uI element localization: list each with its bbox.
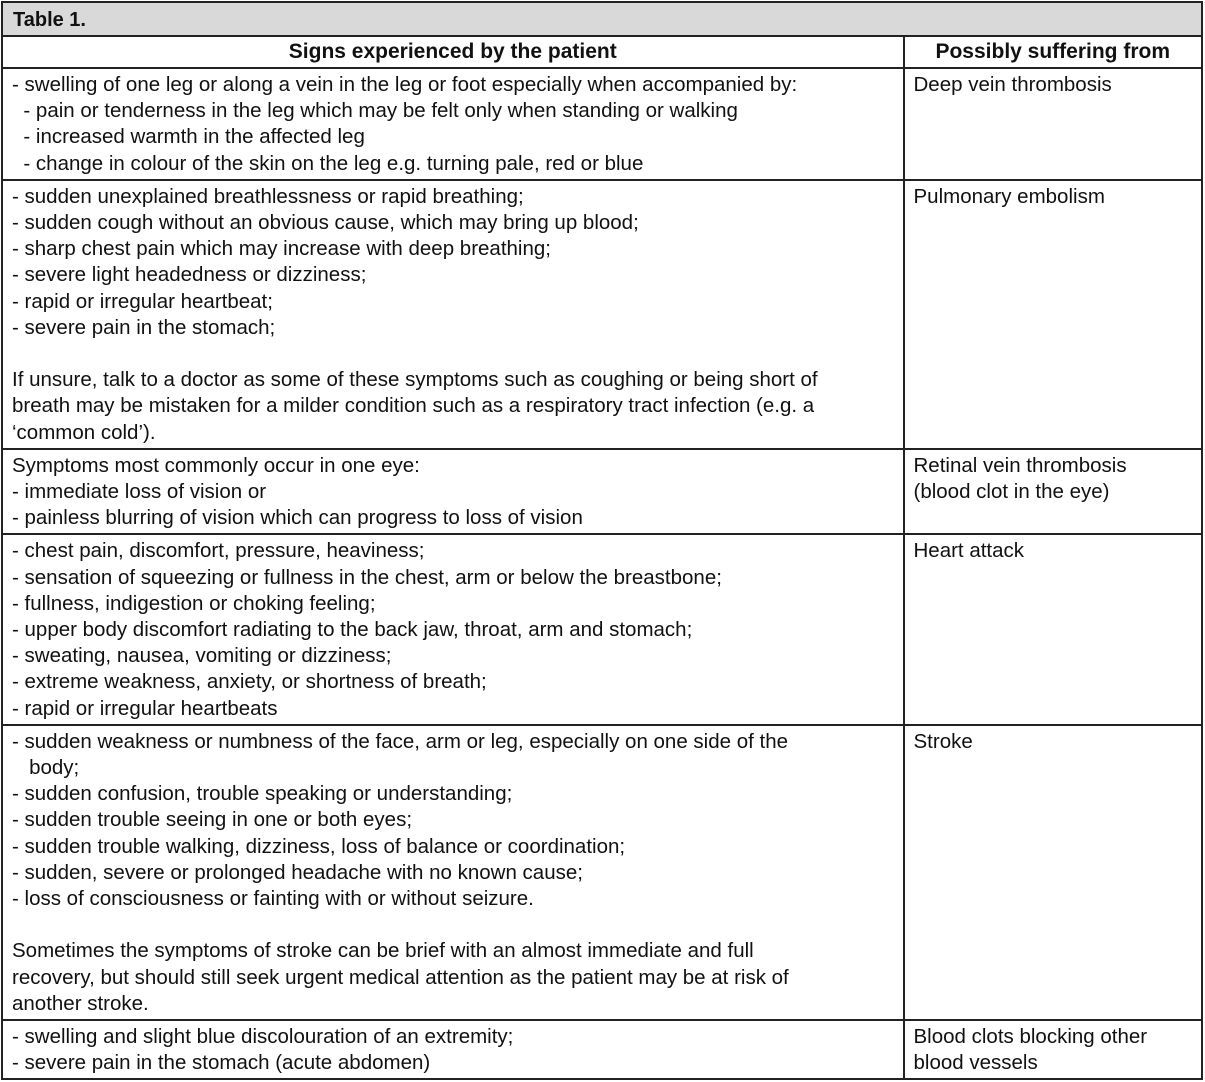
header-condition: Possibly suffering from [904, 36, 1203, 68]
sign-line: - severe pain in the stomach; [12, 315, 276, 339]
sign-line: body; [12, 756, 80, 780]
sign-line: - sudden trouble walking, dizziness, loss of balance or coordination; [12, 834, 626, 858]
condition-line: Pulmonary embolism [913, 184, 1105, 208]
note-line: another stroke. [12, 991, 149, 1015]
note-line: recovery, but should still seek urgent medical attention as the patient may be at risk of [12, 965, 789, 989]
sign-line: - loss of consciousness or fainting with or without seizure. [12, 887, 534, 911]
sign-line: - sweating, nausea, vomiting or dizziness; [12, 644, 392, 668]
sign-line: - sudden cough without an obvious cause, which may bring up blood; [12, 211, 639, 235]
note-line: If unsure, talk to a doctor as some of these symptoms such as coughing or being short of [12, 368, 818, 392]
signs-cell [2, 449, 904, 535]
sign-line: - sudden, severe or prolonged headache with no known cause; [12, 860, 583, 884]
blank-line [12, 912, 895, 938]
signs-cell [2, 1020, 904, 1079]
header-row [2, 36, 1202, 68]
condition-cell [904, 180, 1203, 449]
sign-line: - pain or tenderness in the leg which may be felt only when standing or walking [12, 99, 738, 123]
sign-line: Symptoms most commonly occur in one eye: [12, 453, 420, 477]
condition-cell [904, 1020, 1203, 1079]
sign-line: - extreme weakness, anxiety, or shortness of breath; [12, 670, 487, 694]
table-row [2, 725, 1202, 1020]
note-line: Sometimes the symptoms of stroke can be brief with an almost immediate and full [12, 939, 754, 963]
sign-line: - upper body discomfort radiating to the back jaw, throat, arm and stomach; [12, 618, 693, 642]
sign-line: - increased warmth in the affected leg [12, 125, 365, 149]
sign-line: - sudden confusion, trouble speaking or understanding; [12, 782, 513, 806]
signs-cell [2, 180, 904, 449]
sign-line: - change in colour of the skin on the leg e.g. turning pale, red or blue [12, 151, 644, 175]
sign-line: - painless blurring of vision which can progress to loss of vision [12, 506, 583, 530]
condition-cell [904, 449, 1203, 535]
sign-line: - severe pain in the stomach (acute abdomen) [12, 1051, 431, 1075]
table-row [2, 1020, 1202, 1079]
sign-line: - sudden trouble seeing in one or both eyes; [12, 808, 413, 832]
sign-line: - immediate loss of vision or [12, 480, 267, 504]
signs-cell [2, 725, 904, 1020]
condition-cell [904, 534, 1203, 724]
sign-line: - sensation of squeezing or fullness in the chest, arm or below the breastbone; [12, 565, 722, 589]
sign-line: - rapid or irregular heartbeats [12, 696, 278, 720]
note-line: ‘common cold’). [12, 420, 156, 444]
sign-line: - swelling and slight blue discolouration of an extremity; [12, 1025, 514, 1049]
table-row [2, 534, 1202, 724]
sign-line: - rapid or irregular heartbeat; [12, 289, 273, 313]
sign-line: - swelling of one leg or along a vein in the leg or foot especially when accompanied by: [12, 73, 798, 96]
condition-line: (blood clot in the eye) [913, 480, 1110, 504]
signs-cell [2, 534, 904, 724]
caption-row [2, 2, 1202, 36]
condition-cell [904, 68, 1203, 180]
sign-line: - sharp chest pain which may increase with deep breathing; [12, 237, 551, 261]
table-row [2, 68, 1202, 180]
condition-line: Blood clots blocking other [913, 1025, 1148, 1049]
sign-line: - sudden unexplained breathlessness or rapid breathing; [12, 184, 524, 208]
header-signs: Signs experienced by the patient [2, 36, 904, 68]
condition-cell [904, 725, 1203, 1020]
condition-line: Deep vein thrombosis [913, 73, 1112, 96]
signs-cell [2, 68, 904, 180]
blank-line [12, 341, 895, 367]
note-line: breath may be mistaken for a milder condition such as a respiratory tract infection (e.g. a [12, 394, 815, 418]
condition-line: Stroke [913, 729, 973, 753]
sign-line: - chest pain, discomfort, pressure, heaviness; [12, 539, 425, 563]
condition-line: blood vessels [913, 1051, 1038, 1075]
symptoms-table [1, 1, 1203, 1080]
sign-line: - severe light headedness or dizziness; [12, 263, 367, 287]
sign-line: - sudden weakness or numbness of the face, arm or leg, especially on one side of the [12, 729, 789, 753]
table-row [2, 180, 1202, 449]
table-caption: Table 1. [2, 2, 1202, 36]
table-row [2, 449, 1202, 535]
condition-line: Retinal vein thrombosis [913, 453, 1127, 477]
condition-line: Heart attack [913, 539, 1025, 563]
sign-line: - fullness, indigestion or choking feeling; [12, 591, 376, 615]
